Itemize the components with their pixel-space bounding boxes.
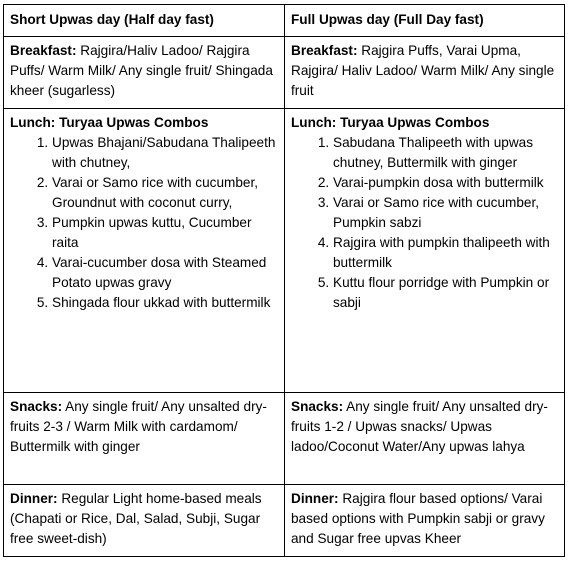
breakfast-short-text: Rajgira/Haliv Ladoo/ Rajgira Puffs/ Warm Milk/ Any single fruit/ Shingada kheer (sugarless) <box>10 43 273 98</box>
list-item: 4. Varai-cucumber dosa with Steamed Potato upwas gravy <box>52 253 278 293</box>
breakfast-label: Breakfast: <box>10 43 77 58</box>
dinner-row <box>4 485 565 557</box>
breakfast-row <box>4 37 565 109</box>
list-item: 2. Varai-pumpkin dosa with buttermilk <box>333 173 558 193</box>
dinner-label: Dinner: <box>291 491 339 506</box>
upwas-diet-table <box>3 4 565 557</box>
breakfast-full-cell <box>285 37 565 109</box>
snacks-full-text: Any single fruit/ Any unsalted dry-fruits 1-2 / Upwas snacks/ Upwas ladoo/Coconut Water/Any upwas lahya <box>291 399 548 454</box>
lunch-label: Lunch: Turyaa Upwas Combos <box>291 115 490 130</box>
lunch-short-cell <box>4 109 285 393</box>
breakfast-short-cell <box>4 37 285 109</box>
header-row <box>4 5 565 37</box>
list-item: 5. Shingada flour ukkad with buttermilk <box>52 293 278 313</box>
header-short-upwas: Short Upwas day (Half day fast) <box>4 5 285 37</box>
snacks-row <box>4 393 565 485</box>
lunch-full-cell <box>285 109 565 393</box>
lunch-short-list <box>10 133 278 313</box>
dinner-label: Dinner: <box>10 491 58 506</box>
snacks-short-text: Any single fruit/ Any unsalted dry-fruits 2-3 / Warm Milk with cardamom/ Buttermilk with ginger <box>10 399 267 454</box>
lunch-row <box>4 109 565 393</box>
dinner-short-cell <box>4 485 285 557</box>
list-item: 2. Varai or Samo rice with cucumber, Groundnut with coconut curry, <box>52 173 278 213</box>
dinner-short-text: Regular Light home-based meals (Chapati or Rice, Dal, Salad, Subji, Sugar free sweet-dish) <box>10 491 262 546</box>
dinner-full-text: Rajgira flour based options/ Varai based options with Pumpkin sabji or gravy and Sugar free upvas Kheer <box>291 491 545 546</box>
snacks-label: Snacks: <box>10 399 63 414</box>
lunch-label: Lunch: Turyaa Upwas Combos <box>10 115 209 130</box>
list-item: 1. Upwas Bhajani/Sabudana Thalipeeth with chutney, <box>52 133 278 173</box>
lunch-full-list <box>291 133 558 313</box>
breakfast-full-text: Rajgira Puffs, Varai Upma, Rajgira/ Haliv Ladoo/ Warm Milk/ Any single fruit <box>291 43 555 98</box>
snacks-short-cell <box>4 393 285 485</box>
list-item: 4. Rajgira with pumpkin thalipeeth with buttermilk <box>333 233 558 273</box>
breakfast-label: Breakfast: <box>291 43 358 58</box>
list-item: 3. Varai or Samo rice with cucumber, Pumpkin sabzi <box>333 193 558 233</box>
dinner-full-cell <box>285 485 565 557</box>
snacks-label: Snacks: <box>291 399 344 414</box>
list-item: 5. Kuttu flour porridge with Pumpkin or sabji <box>333 273 558 313</box>
list-item: 3. Pumpkin upwas kuttu, Cucumber raita <box>52 213 278 253</box>
snacks-full-cell <box>285 393 565 485</box>
header-full-upwas: Full Upwas day (Full Day fast) <box>285 5 565 37</box>
list-item: 1. Sabudana Thalipeeth with upwas chutney, Buttermilk with ginger <box>333 133 558 173</box>
